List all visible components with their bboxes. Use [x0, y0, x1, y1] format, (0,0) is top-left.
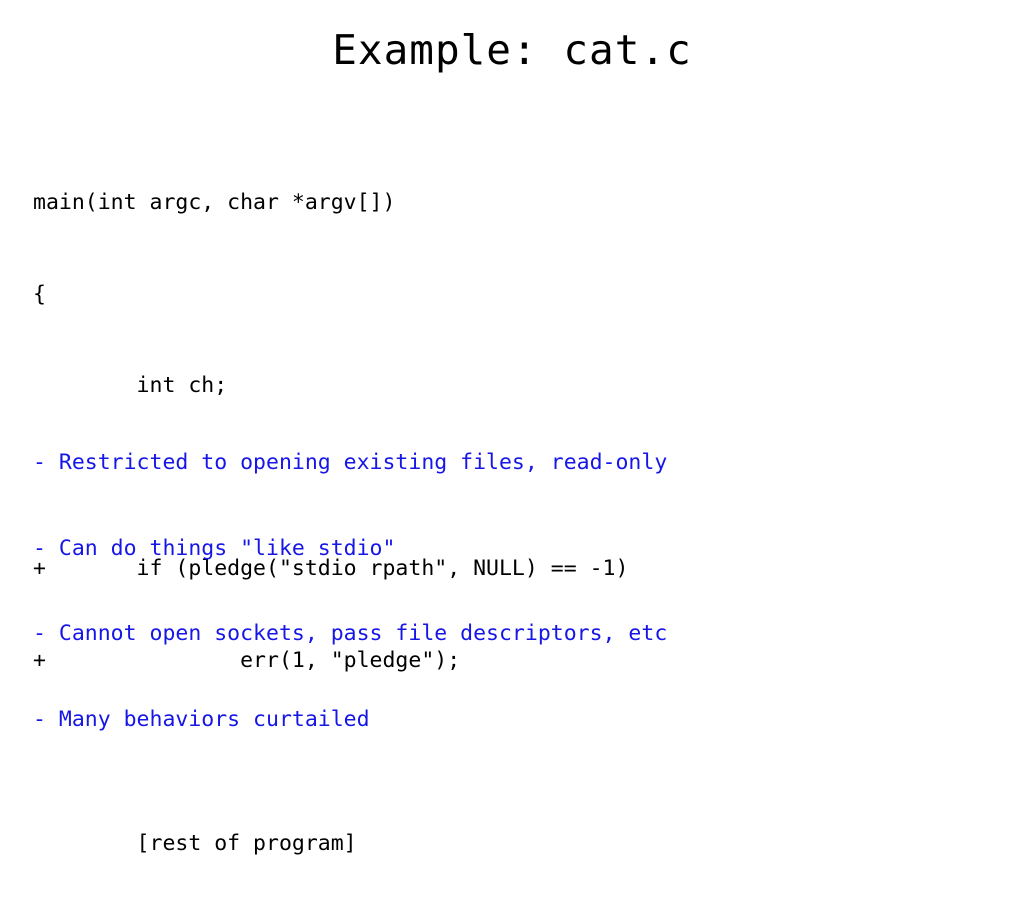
code-line-placeholder: [rest of program] [33, 830, 357, 856]
code-line: main(int argc, char *argv[]) [33, 190, 396, 215]
code-line-added: + if (pledge("stdio rpath", NULL) == -1) [33, 556, 629, 581]
list-item: - Can do things "like stdio" [33, 535, 396, 561]
list-item: - Many behaviors curtailed [33, 706, 370, 732]
bullet-list [33, 392, 667, 791]
list-item: - Restricted to opening existing files, read-only [33, 450, 668, 475]
page-title: Example: cat.c [332, 26, 692, 74]
code-line: { [33, 281, 46, 307]
code-line: int ch; [33, 373, 228, 398]
code-line-added: + err(1, "pledge"); [33, 647, 461, 673]
list-item: - Cannot open sockets, pass file descriptors, etc [33, 621, 668, 646]
